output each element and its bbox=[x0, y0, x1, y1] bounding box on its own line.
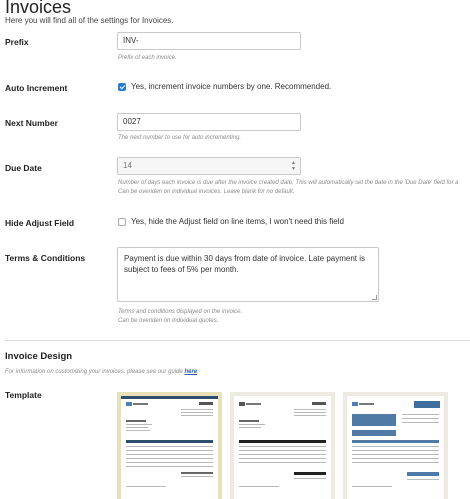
terms-text-line2: subject to fees of 5% per month. bbox=[124, 265, 239, 274]
due-date-input[interactable] bbox=[117, 157, 301, 175]
due-date-value: 14 bbox=[123, 161, 132, 170]
section-divider bbox=[5, 340, 470, 341]
prefix-input[interactable]: INV- bbox=[117, 32, 301, 50]
terms-textarea[interactable] bbox=[117, 247, 379, 302]
guide-link[interactable]: here bbox=[184, 369, 198, 375]
due-date-help-line2: Can be overiden on individual invoices. Leave blank for no default. bbox=[118, 189, 295, 195]
invoice-design-title: Invoice Design bbox=[5, 351, 73, 362]
prefix-help: Prefix of each invoice. bbox=[118, 55, 177, 61]
resize-handle-icon[interactable] bbox=[372, 295, 377, 300]
template-option-3[interactable] bbox=[343, 392, 448, 499]
auto-increment-label: Auto Increment bbox=[5, 83, 68, 93]
page-title: Invoices bbox=[5, 0, 72, 17]
invoice-design-help-suffix: . bbox=[197, 369, 199, 375]
auto-increment-option-label[interactable]: Yes, increment invoice numbers by one. Recommended. bbox=[131, 82, 332, 91]
hide-adjust-option-label[interactable]: Yes, hide the Adjust field on line items, I won't need this field bbox=[131, 217, 344, 226]
auto-increment-checkbox[interactable] bbox=[118, 83, 126, 91]
template-3-preview bbox=[347, 396, 444, 499]
template-label: Template bbox=[5, 390, 42, 400]
next-number-input[interactable]: 0027 bbox=[117, 113, 301, 131]
due-date-label: Due Date bbox=[5, 163, 42, 173]
terms-label: Terms & Conditions bbox=[5, 253, 86, 263]
prefix-label: Prefix bbox=[5, 37, 29, 47]
template-option-1[interactable] bbox=[117, 392, 222, 499]
hide-adjust-checkbox[interactable] bbox=[118, 218, 126, 226]
spinner-arrows-icon[interactable]: ▲ ▼ bbox=[291, 160, 296, 172]
template-2-preview bbox=[234, 396, 331, 499]
terms-text-line1: Payment is due within 30 days from date of invoice. Late payment is bbox=[124, 254, 366, 263]
terms-help-line2: Can be overiden on individual quotes. bbox=[118, 318, 219, 324]
due-date-help-line1: Number of days each invoice is due after the invoice created date. This will automatically set the date in the 'Due Date' field for a bbox=[118, 180, 459, 186]
page-subtitle: Here you will find all of the settings for Invoices. bbox=[5, 16, 174, 25]
template-1-preview bbox=[121, 396, 218, 499]
invoice-design-help-text: For information on customizing your invoices, please see our guide bbox=[5, 369, 185, 375]
template-option-2[interactable] bbox=[230, 392, 335, 499]
invoice-design-help bbox=[5, 369, 199, 375]
hide-adjust-label: Hide Adjust Field bbox=[5, 218, 75, 228]
next-number-help: The next number to use for auto incrementing. bbox=[118, 135, 242, 141]
next-number-label: Next Number bbox=[5, 118, 58, 128]
terms-help-line1: Terms and conditions displayed on the invoice. bbox=[118, 309, 243, 315]
